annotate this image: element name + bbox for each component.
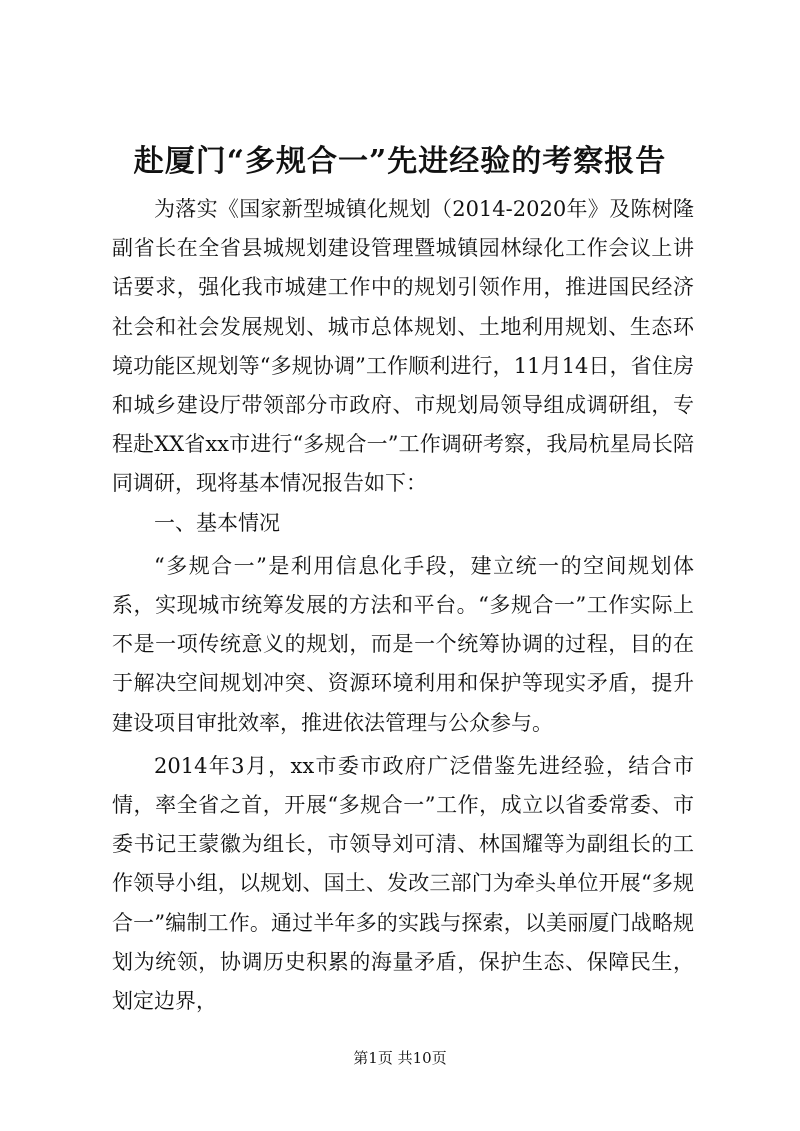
page-number-footer: 第1页 共10页 (353, 1049, 447, 1067)
paragraph-history: 2014年3月，xx市委市政府广泛借鉴先进经验，结合市情，率全省之首，开展“多规合一”工作，成立以省委常委、市委书记王蒙徽为组长，市领导刘可清、林国耀等为副组长的工作领导小组，以规划、国土、发改三部门为牵头单位开展“多规合一”编制工作。通过半年多的实践与探索，以美丽厦门战略规划为统领，协调历史积累的海量矛盾，保护生态、保障民生，划定边界， (112, 753, 694, 1014)
document-body (112, 190, 694, 1021)
section-heading-basic-situation: 一、基本情况 (154, 510, 280, 535)
paragraph-intro: 为落实《国家新型城镇化规划（2014-2020年》及陈树隆副省长在全省县城规划建设管理暨城镇园林绿化工作会议上讲话要求，强化我市城建工作中的规划引领作用，推进国民经济社会和社会发展规划、城市总体规划、土地利用规划、生态环境功能区规划等“多规协调”工作顺利进行，11月14日，省住房和城乡建设厅带领部分市政府、市规划局领导组成调研组，专程赴XX省xx市进行“多规合一”工作调研考察，我局杭星局长陪同调研，现将基本情况报告如下： (112, 197, 694, 496)
document-title: 赴厦门“多规合一”先进经验的考察报告 (133, 144, 667, 179)
paragraph-definition: “多规合一”是利用信息化手段，建立统一的空间规划体系，实现城市统筹发展的方法和平台。“多规合一”工作实际上不是一项传统意义的规划，而是一个统筹协调的过程，目的在于解决空间规划冲突、资源环境利用和保护等现实矛盾，提升建设项目审批效率，推进依法管理与公众参与。 (112, 553, 694, 735)
